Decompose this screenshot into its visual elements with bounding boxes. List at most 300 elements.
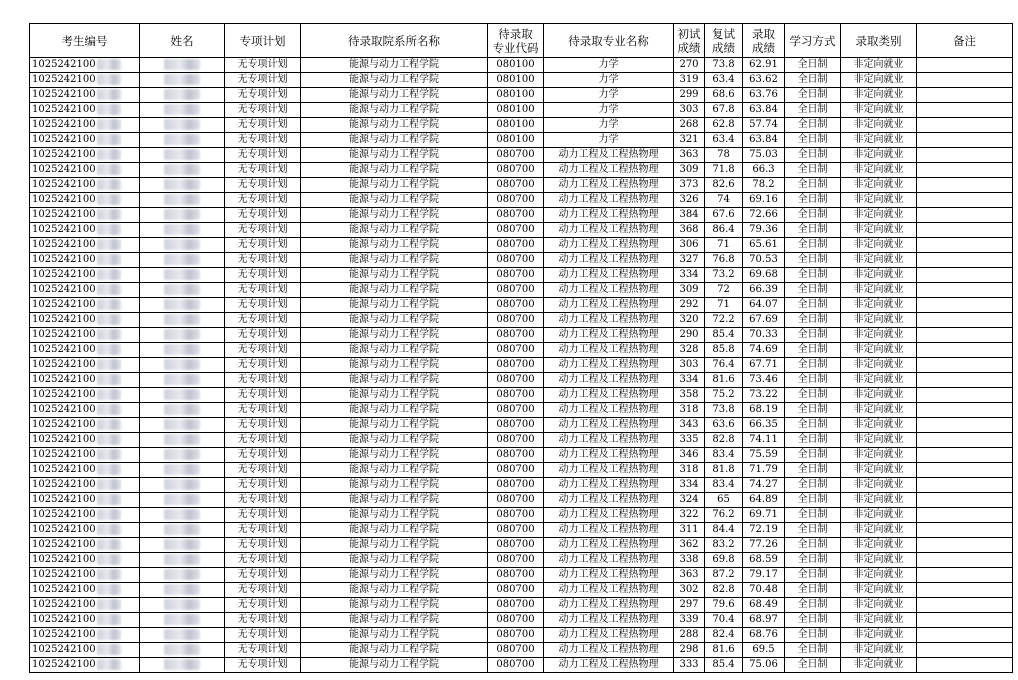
- redacted-name: [164, 434, 200, 445]
- cell-remarks: [917, 448, 1013, 463]
- cell-major-name: 动力工程及工程热物理: [544, 553, 674, 568]
- cell-remarks: [917, 418, 1013, 433]
- cell-special-plan: 无专项计划: [225, 193, 301, 208]
- cell-candidate-id: [30, 478, 140, 493]
- cell-retest-score: 63.4: [705, 73, 743, 88]
- redacted-name: [164, 659, 200, 670]
- cell-study-mode: 全日制: [785, 568, 841, 583]
- redacted-name: [164, 74, 200, 85]
- cell-initial-score: 318: [674, 403, 705, 418]
- cell-name: [140, 328, 225, 343]
- cell-initial-score: 319: [674, 73, 705, 88]
- cell-admission-score: 72.19: [743, 523, 785, 538]
- cell-study-mode: 全日制: [785, 313, 841, 328]
- cell-admission-score: 66.39: [743, 283, 785, 298]
- cell-remarks: [917, 493, 1013, 508]
- cell-retest-score: 85.4: [705, 328, 743, 343]
- cell-candidate-id: [30, 73, 140, 88]
- redacted-name: [164, 284, 200, 295]
- cell-admission-score: 63.76: [743, 88, 785, 103]
- cell-remarks: [917, 103, 1013, 118]
- cell-admission-category: 非定向就业: [841, 658, 917, 673]
- cell-remarks: [917, 118, 1013, 133]
- cell-name: [140, 58, 225, 73]
- cell-retest-score: 83.2: [705, 538, 743, 553]
- cell-remarks: [917, 478, 1013, 493]
- cell-school: 能源与动力工程学院: [301, 178, 488, 193]
- cell-admission-category: 非定向就业: [841, 328, 917, 343]
- cell-special-plan: 无专项计划: [225, 208, 301, 223]
- cell-study-mode: 全日制: [785, 58, 841, 73]
- cell-retest-score: 76.4: [705, 358, 743, 373]
- cell-study-mode: 全日制: [785, 508, 841, 523]
- cell-major-name: 动力工程及工程热物理: [544, 598, 674, 613]
- cell-admission-category: 非定向就业: [841, 358, 917, 373]
- redacted-id-suffix: [97, 434, 121, 445]
- table-row: [30, 373, 1013, 388]
- cell-school: 能源与动力工程学院: [301, 358, 488, 373]
- cell-retest-score: 81.6: [705, 643, 743, 658]
- redacted-name: [164, 329, 200, 340]
- cell-major-code: 080700: [488, 658, 544, 673]
- cell-name: [140, 268, 225, 283]
- cell-name: [140, 508, 225, 523]
- cell-admission-category: 非定向就业: [841, 223, 917, 238]
- table-row: [30, 163, 1013, 178]
- redacted-name: [164, 359, 200, 370]
- table-row: [30, 403, 1013, 418]
- cell-major-name: 力学: [544, 133, 674, 148]
- cell-initial-score: 384: [674, 208, 705, 223]
- cell-admission-score: 75.59: [743, 448, 785, 463]
- cell-candidate-id: [30, 58, 140, 73]
- header-retest-score: 复试 成绩: [705, 24, 743, 58]
- candidate-id-prefix: 1025242100: [32, 329, 96, 340]
- cell-study-mode: 全日制: [785, 628, 841, 643]
- redacted-id-suffix: [97, 524, 121, 535]
- cell-major-name: 动力工程及工程热物理: [544, 298, 674, 313]
- cell-special-plan: 无专项计划: [225, 283, 301, 298]
- cell-major-code: 080700: [488, 628, 544, 643]
- cell-candidate-id: [30, 628, 140, 643]
- table-row: [30, 553, 1013, 568]
- cell-special-plan: 无专项计划: [225, 118, 301, 133]
- cell-admission-category: 非定向就业: [841, 88, 917, 103]
- candidate-id-prefix: 1025242100: [32, 614, 96, 625]
- cell-retest-score: 85.4: [705, 658, 743, 673]
- cell-major-code: 080700: [488, 388, 544, 403]
- table-row: [30, 208, 1013, 223]
- redacted-id-suffix: [97, 644, 121, 655]
- table-row: [30, 388, 1013, 403]
- redacted-id-suffix: [97, 134, 121, 145]
- candidate-id-prefix: 1025242100: [32, 434, 96, 445]
- cell-retest-score: 86.4: [705, 223, 743, 238]
- cell-major-name: 动力工程及工程热物理: [544, 583, 674, 598]
- candidate-id-prefix: 1025242100: [32, 209, 96, 220]
- cell-retest-score: 62.8: [705, 118, 743, 133]
- cell-major-code: 080700: [488, 538, 544, 553]
- cell-study-mode: 全日制: [785, 268, 841, 283]
- cell-initial-score: 309: [674, 163, 705, 178]
- cell-candidate-id: [30, 283, 140, 298]
- redacted-name: [164, 449, 200, 460]
- cell-major-code: 080700: [488, 583, 544, 598]
- cell-special-plan: 无专项计划: [225, 343, 301, 358]
- cell-major-name: 动力工程及工程热物理: [544, 253, 674, 268]
- cell-name: [140, 358, 225, 373]
- cell-study-mode: 全日制: [785, 358, 841, 373]
- cell-study-mode: 全日制: [785, 343, 841, 358]
- cell-major-name: 动力工程及工程热物理: [544, 373, 674, 388]
- cell-school: 能源与动力工程学院: [301, 433, 488, 448]
- cell-major-code: 080700: [488, 328, 544, 343]
- cell-admission-category: 非定向就业: [841, 553, 917, 568]
- cell-admission-score: 74.27: [743, 478, 785, 493]
- cell-special-plan: 无专项计划: [225, 358, 301, 373]
- redacted-name: [164, 629, 200, 640]
- cell-major-name: 动力工程及工程热物理: [544, 433, 674, 448]
- cell-admission-category: 非定向就业: [841, 463, 917, 478]
- cell-candidate-id: [30, 343, 140, 358]
- cell-special-plan: 无专项计划: [225, 583, 301, 598]
- candidate-id-prefix: 1025242100: [32, 404, 96, 415]
- cell-major-name: 动力工程及工程热物理: [544, 193, 674, 208]
- cell-retest-score: 70.4: [705, 613, 743, 628]
- cell-initial-score: 343: [674, 418, 705, 433]
- cell-special-plan: 无专项计划: [225, 628, 301, 643]
- cell-school: 能源与动力工程学院: [301, 658, 488, 673]
- cell-retest-score: 67.8: [705, 103, 743, 118]
- cell-candidate-id: [30, 238, 140, 253]
- cell-name: [140, 658, 225, 673]
- cell-admission-score: 63.84: [743, 133, 785, 148]
- cell-special-plan: 无专项计划: [225, 148, 301, 163]
- cell-retest-score: 71: [705, 238, 743, 253]
- cell-major-name: 动力工程及工程热物理: [544, 463, 674, 478]
- cell-admission-score: 70.33: [743, 328, 785, 343]
- cell-name: [140, 148, 225, 163]
- cell-major-code: 080700: [488, 613, 544, 628]
- cell-retest-score: 75.2: [705, 388, 743, 403]
- cell-remarks: [917, 358, 1013, 373]
- cell-retest-score: 85.8: [705, 343, 743, 358]
- redacted-name: [164, 494, 200, 505]
- cell-major-name: 动力工程及工程热物理: [544, 613, 674, 628]
- candidate-id-prefix: 1025242100: [32, 419, 96, 430]
- cell-candidate-id: [30, 313, 140, 328]
- header-candidate-id: 考生编号: [30, 24, 140, 58]
- cell-admission-score: 78.2: [743, 178, 785, 193]
- table-row: [30, 493, 1013, 508]
- cell-school: 能源与动力工程学院: [301, 88, 488, 103]
- cell-retest-score: 81.8: [705, 463, 743, 478]
- cell-major-name: 力学: [544, 58, 674, 73]
- redacted-name: [164, 194, 200, 205]
- table-row: [30, 238, 1013, 253]
- cell-initial-score: 297: [674, 598, 705, 613]
- table-row: [30, 283, 1013, 298]
- cell-special-plan: 无专项计划: [225, 598, 301, 613]
- cell-study-mode: 全日制: [785, 433, 841, 448]
- redacted-id-suffix: [97, 179, 121, 190]
- cell-admission-score: 73.22: [743, 388, 785, 403]
- cell-special-plan: 无专项计划: [225, 448, 301, 463]
- cell-name: [140, 253, 225, 268]
- redacted-id-suffix: [97, 224, 121, 235]
- cell-major-code: 080700: [488, 343, 544, 358]
- candidate-id-prefix: 1025242100: [32, 299, 96, 310]
- cell-school: 能源与动力工程学院: [301, 628, 488, 643]
- cell-major-code: 080700: [488, 433, 544, 448]
- cell-remarks: [917, 628, 1013, 643]
- cell-school: 能源与动力工程学院: [301, 313, 488, 328]
- cell-initial-score: 299: [674, 88, 705, 103]
- table-row: [30, 478, 1013, 493]
- cell-admission-category: 非定向就业: [841, 628, 917, 643]
- cell-name: [140, 193, 225, 208]
- cell-retest-score: 78: [705, 148, 743, 163]
- cell-candidate-id: [30, 148, 140, 163]
- redacted-name: [164, 464, 200, 475]
- cell-candidate-id: [30, 388, 140, 403]
- redacted-id-suffix: [97, 464, 121, 475]
- table-body: [30, 58, 1013, 673]
- cell-retest-score: 76.8: [705, 253, 743, 268]
- cell-major-name: 动力工程及工程热物理: [544, 628, 674, 643]
- cell-name: [140, 133, 225, 148]
- cell-admission-category: 非定向就业: [841, 493, 917, 508]
- cell-special-plan: 无专项计划: [225, 643, 301, 658]
- candidate-id-prefix: 1025242100: [32, 74, 96, 85]
- cell-special-plan: 无专项计划: [225, 163, 301, 178]
- cell-major-name: 动力工程及工程热物理: [544, 268, 674, 283]
- cell-name: [140, 553, 225, 568]
- cell-study-mode: 全日制: [785, 328, 841, 343]
- cell-remarks: [917, 343, 1013, 358]
- cell-admission-category: 非定向就业: [841, 133, 917, 148]
- cell-school: 能源与动力工程学院: [301, 283, 488, 298]
- cell-name: [140, 433, 225, 448]
- cell-school: 能源与动力工程学院: [301, 583, 488, 598]
- candidate-id-prefix: 1025242100: [32, 59, 96, 70]
- cell-remarks: [917, 208, 1013, 223]
- cell-retest-score: 67.6: [705, 208, 743, 223]
- cell-admission-category: 非定向就业: [841, 313, 917, 328]
- candidate-id-prefix: 1025242100: [32, 449, 96, 460]
- cell-admission-score: 63.84: [743, 103, 785, 118]
- cell-special-plan: 无专项计划: [225, 493, 301, 508]
- candidate-id-prefix: 1025242100: [32, 629, 96, 640]
- cell-initial-score: 334: [674, 373, 705, 388]
- cell-study-mode: 全日制: [785, 73, 841, 88]
- cell-school: 能源与动力工程学院: [301, 133, 488, 148]
- cell-study-mode: 全日制: [785, 133, 841, 148]
- cell-name: [140, 313, 225, 328]
- cell-study-mode: 全日制: [785, 493, 841, 508]
- cell-candidate-id: [30, 613, 140, 628]
- header-school: 待录取院系所名称: [301, 24, 488, 58]
- cell-admission-score: 74.69: [743, 343, 785, 358]
- cell-study-mode: 全日制: [785, 448, 841, 463]
- cell-major-code: 080100: [488, 118, 544, 133]
- cell-special-plan: 无专项计划: [225, 178, 301, 193]
- cell-school: 能源与动力工程学院: [301, 553, 488, 568]
- cell-admission-score: 68.49: [743, 598, 785, 613]
- cell-name: [140, 613, 225, 628]
- cell-initial-score: 346: [674, 448, 705, 463]
- candidate-id-prefix: 1025242100: [32, 254, 96, 265]
- cell-admission-category: 非定向就业: [841, 58, 917, 73]
- redacted-id-suffix: [97, 374, 121, 385]
- cell-initial-score: 363: [674, 568, 705, 583]
- cell-special-plan: 无专项计划: [225, 373, 301, 388]
- cell-initial-score: 335: [674, 433, 705, 448]
- cell-candidate-id: [30, 463, 140, 478]
- cell-remarks: [917, 613, 1013, 628]
- cell-school: 能源与动力工程学院: [301, 523, 488, 538]
- cell-retest-score: 71.8: [705, 163, 743, 178]
- table-row: [30, 643, 1013, 658]
- cell-major-name: 动力工程及工程热物理: [544, 403, 674, 418]
- cell-study-mode: 全日制: [785, 463, 841, 478]
- cell-special-plan: 无专项计划: [225, 58, 301, 73]
- cell-school: 能源与动力工程学院: [301, 493, 488, 508]
- cell-study-mode: 全日制: [785, 298, 841, 313]
- cell-initial-score: 362: [674, 538, 705, 553]
- table-row: [30, 628, 1013, 643]
- header-admission-score: 录取 成绩: [743, 24, 785, 58]
- candidate-id-prefix: 1025242100: [32, 194, 96, 205]
- redacted-id-suffix: [97, 269, 121, 280]
- candidate-id-prefix: 1025242100: [32, 239, 96, 250]
- cell-name: [140, 388, 225, 403]
- cell-study-mode: 全日制: [785, 208, 841, 223]
- cell-name: [140, 88, 225, 103]
- cell-special-plan: 无专项计划: [225, 328, 301, 343]
- cell-major-name: 动力工程及工程热物理: [544, 313, 674, 328]
- cell-name: [140, 643, 225, 658]
- cell-candidate-id: [30, 568, 140, 583]
- candidate-id-prefix: 1025242100: [32, 284, 96, 295]
- cell-initial-score: 368: [674, 223, 705, 238]
- cell-major-name: 动力工程及工程热物理: [544, 538, 674, 553]
- cell-name: [140, 223, 225, 238]
- cell-name: [140, 493, 225, 508]
- cell-school: 能源与动力工程学院: [301, 253, 488, 268]
- redacted-name: [164, 119, 200, 130]
- cell-major-name: 动力工程及工程热物理: [544, 223, 674, 238]
- cell-remarks: [917, 283, 1013, 298]
- cell-admission-score: 62.91: [743, 58, 785, 73]
- redacted-id-suffix: [97, 629, 121, 640]
- cell-major-name: 动力工程及工程热物理: [544, 643, 674, 658]
- cell-major-name: 力学: [544, 73, 674, 88]
- cell-retest-score: 76.2: [705, 508, 743, 523]
- cell-major-name: 动力工程及工程热物理: [544, 448, 674, 463]
- cell-school: 能源与动力工程学院: [301, 508, 488, 523]
- cell-special-plan: 无专项计划: [225, 418, 301, 433]
- cell-initial-score: 290: [674, 328, 705, 343]
- cell-school: 能源与动力工程学院: [301, 598, 488, 613]
- cell-candidate-id: [30, 253, 140, 268]
- cell-school: 能源与动力工程学院: [301, 613, 488, 628]
- cell-major-name: 力学: [544, 103, 674, 118]
- cell-admission-score: 73.46: [743, 373, 785, 388]
- redacted-name: [164, 584, 200, 595]
- cell-special-plan: 无专项计划: [225, 478, 301, 493]
- cell-admission-category: 非定向就业: [841, 598, 917, 613]
- table-row: [30, 538, 1013, 553]
- cell-initial-score: 339: [674, 613, 705, 628]
- cell-candidate-id: [30, 658, 140, 673]
- cell-admission-score: 68.59: [743, 553, 785, 568]
- cell-retest-score: 63.6: [705, 418, 743, 433]
- cell-candidate-id: [30, 208, 140, 223]
- cell-school: 能源与动力工程学院: [301, 298, 488, 313]
- candidate-id-prefix: 1025242100: [32, 314, 96, 325]
- redacted-name: [164, 224, 200, 235]
- cell-remarks: [917, 508, 1013, 523]
- redacted-id-suffix: [97, 239, 121, 250]
- cell-major-code: 080700: [488, 193, 544, 208]
- cell-name: [140, 538, 225, 553]
- cell-major-name: 力学: [544, 118, 674, 133]
- candidate-id-prefix: 1025242100: [32, 344, 96, 355]
- cell-candidate-id: [30, 133, 140, 148]
- cell-admission-category: 非定向就业: [841, 298, 917, 313]
- cell-initial-score: 324: [674, 493, 705, 508]
- table-row: [30, 73, 1013, 88]
- cell-remarks: [917, 253, 1013, 268]
- cell-major-name: 动力工程及工程热物理: [544, 493, 674, 508]
- cell-study-mode: 全日制: [785, 583, 841, 598]
- redacted-name: [164, 104, 200, 115]
- cell-name: [140, 373, 225, 388]
- cell-major-name: 动力工程及工程热物理: [544, 418, 674, 433]
- redacted-name: [164, 254, 200, 265]
- table-row: [30, 343, 1013, 358]
- cell-initial-score: 302: [674, 583, 705, 598]
- cell-candidate-id: [30, 538, 140, 553]
- cell-remarks: [917, 583, 1013, 598]
- redacted-name: [164, 269, 200, 280]
- cell-school: 能源与动力工程学院: [301, 103, 488, 118]
- cell-major-name: 动力工程及工程热物理: [544, 658, 674, 673]
- candidate-id-prefix: 1025242100: [32, 104, 96, 115]
- candidate-id-prefix: 1025242100: [32, 119, 96, 130]
- cell-school: 能源与动力工程学院: [301, 148, 488, 163]
- cell-admission-category: 非定向就业: [841, 643, 917, 658]
- cell-retest-score: 72.2: [705, 313, 743, 328]
- cell-major-code: 080700: [488, 553, 544, 568]
- cell-remarks: [917, 403, 1013, 418]
- candidate-id-prefix: 1025242100: [32, 599, 96, 610]
- cell-remarks: [917, 568, 1013, 583]
- table-row: [30, 193, 1013, 208]
- cell-name: [140, 208, 225, 223]
- candidate-id-prefix: 1025242100: [32, 539, 96, 550]
- cell-school: 能源与动力工程学院: [301, 388, 488, 403]
- cell-remarks: [917, 193, 1013, 208]
- cell-major-code: 080700: [488, 178, 544, 193]
- redacted-id-suffix: [97, 314, 121, 325]
- candidate-id-prefix: 1025242100: [32, 134, 96, 145]
- cell-candidate-id: [30, 508, 140, 523]
- cell-remarks: [917, 313, 1013, 328]
- redacted-name: [164, 644, 200, 655]
- cell-study-mode: 全日制: [785, 373, 841, 388]
